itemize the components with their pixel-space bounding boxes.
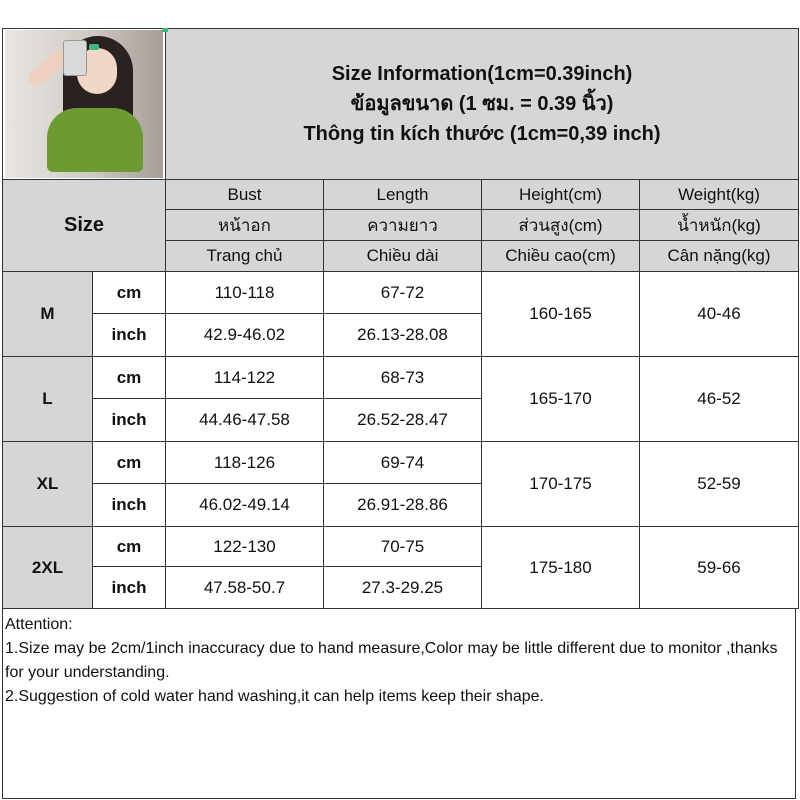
unit-cm: cm (93, 442, 166, 484)
bust-cm-m: 110-118 (166, 272, 324, 314)
size-label-2xl: 2XL (3, 527, 93, 609)
attention-notes (2, 609, 796, 799)
weight-l: 46-52 (640, 357, 799, 442)
bust-cm-xl: 118-126 (166, 442, 324, 484)
size-chart-table (2, 28, 799, 609)
unit-cm: cm (93, 357, 166, 399)
col-weight-th: น้ำหนัก(kg) (640, 210, 799, 241)
unit-inch: inch (93, 567, 166, 609)
length-cm-l: 68-73 (324, 357, 482, 399)
col-weight-vi: Cân nặng(kg) (640, 241, 799, 272)
unit-inch: inch (93, 314, 166, 357)
bust-cm-2xl: 122-130 (166, 527, 324, 567)
length-inch-m: 26.13-28.08 (324, 314, 482, 357)
unit-inch: inch (93, 399, 166, 442)
col-height-th: ส่วนสูง(cm) (482, 210, 640, 241)
col-bust-en: Bust (166, 180, 324, 210)
height-l: 165-170 (482, 357, 640, 442)
weight-m: 40-46 (640, 272, 799, 357)
size-label-l: L (3, 357, 93, 442)
bust-inch-xl: 46.02-49.14 (166, 484, 324, 527)
title-block (166, 29, 799, 180)
length-cm-xl: 69-74 (324, 442, 482, 484)
unit-cm: cm (93, 527, 166, 567)
height-2xl: 175-180 (482, 527, 640, 609)
length-cm-m: 67-72 (324, 272, 482, 314)
col-weight-en: Weight(kg) (640, 180, 799, 210)
bust-inch-2xl: 47.58-50.7 (166, 567, 324, 609)
col-bust-th: หน้าอก (166, 210, 324, 241)
title-english: Size Information(1cm=0.39inch) (331, 63, 633, 85)
unit-cm: cm (93, 272, 166, 314)
length-inch-xl: 26.91-28.86 (324, 484, 482, 527)
col-bust-vi: Trang chủ (166, 241, 324, 272)
bust-inch-m: 42.9-46.02 (166, 314, 324, 357)
notes-heading: Attention: (5, 616, 73, 633)
col-length-en: Length (324, 180, 482, 210)
length-inch-2xl: 27.3-29.25 (324, 567, 482, 609)
title-thai: ข้อมูลขนาด (1 ซม. = 0.39 นิ้ว) (350, 93, 614, 115)
height-xl: 170-175 (482, 442, 640, 527)
col-height-vi: Chiều cao(cm) (482, 241, 640, 272)
weight-2xl: 59-66 (640, 527, 799, 609)
notes-line-2: 2.Suggestion of cold water hand washing,it can help items keep their shape. (5, 688, 544, 705)
product-photo (5, 30, 163, 178)
col-length-th: ความยาว (324, 210, 482, 241)
bust-cm-l: 114-122 (166, 357, 324, 399)
phone-icon (63, 40, 87, 76)
weight-xl: 52-59 (640, 442, 799, 527)
size-label-xl: XL (3, 442, 93, 527)
length-inch-l: 26.52-28.47 (324, 399, 482, 442)
height-m: 160-165 (482, 272, 640, 357)
unit-inch: inch (93, 484, 166, 527)
notes-line-1: 1.Size may be 2cm/1inch inaccuracy due to hand measure,Color may be little different due to monitor ,thanks for your understanding. (5, 640, 783, 681)
col-height-en: Height(cm) (482, 180, 640, 210)
col-length-vi: Chiều dài (324, 241, 482, 272)
title-vietnamese: Thông tin kích thước (1cm=0,39 inch) (303, 123, 661, 145)
length-cm-2xl: 70-75 (324, 527, 482, 567)
size-label-m: M (3, 272, 93, 357)
size-header: Size (3, 180, 166, 272)
bust-inch-l: 44.46-47.58 (166, 399, 324, 442)
green-corner-marker (162, 28, 168, 32)
product-photo-cell (3, 29, 166, 180)
